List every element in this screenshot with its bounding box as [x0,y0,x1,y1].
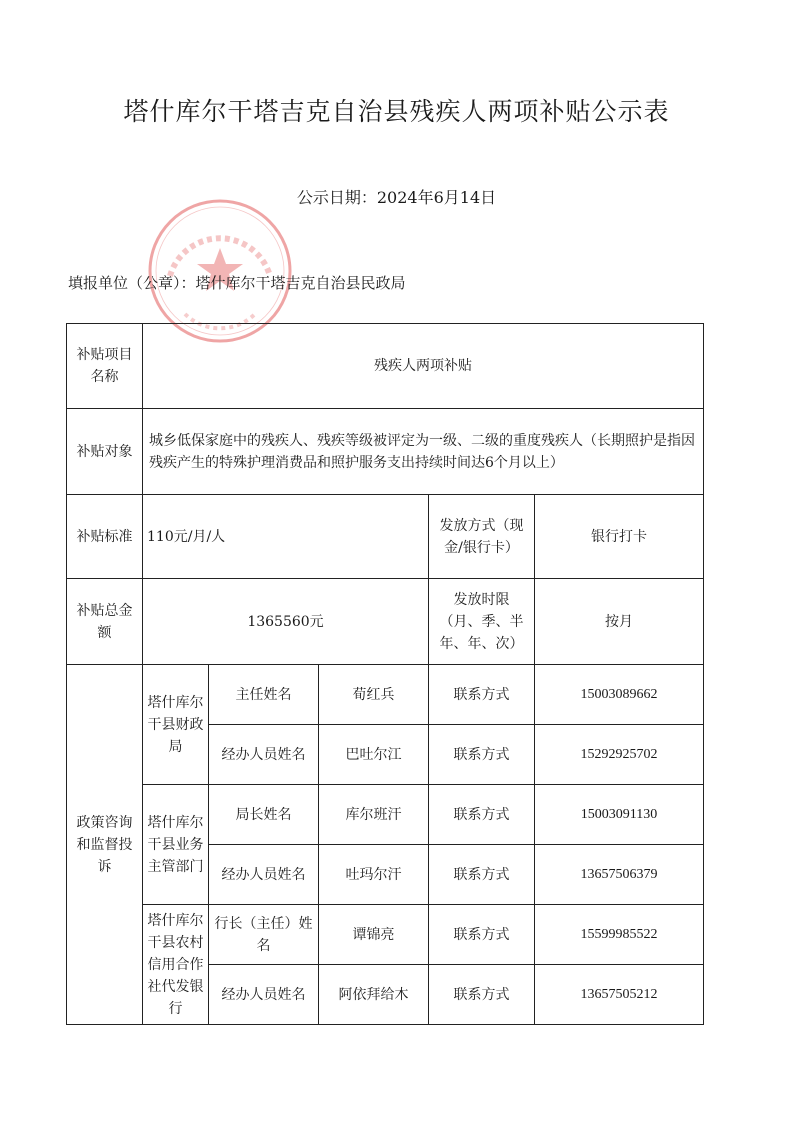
role-cell: 经办人员姓名 [209,725,319,785]
project-name-value: 残疾人两项补贴 [143,324,704,409]
person-name: 吐玛尔汗 [319,845,429,905]
target-label: 补贴对象 [67,409,143,495]
standard-label: 补贴标准 [67,495,143,579]
period-value: 按月 [535,579,704,665]
method-label: 发放方式（现金/银行卡） [429,495,535,579]
role-cell: 局长姓名 [209,785,319,845]
period-label: 发放时限（月、季、半年、年、次） [429,579,535,665]
contact-label: 联系方式 [429,665,535,725]
table-row [67,409,704,495]
project-name-label: 补贴项目名称 [67,324,143,409]
contact-label: 联系方式 [429,965,535,1025]
method-value: 银行打卡 [535,495,704,579]
table-row [67,905,704,965]
person-name: 阿依拜给木 [319,965,429,1025]
phone-number: 13657506379 [535,845,704,905]
table-row [67,665,704,725]
phone-number: 15003089662 [535,665,704,725]
person-name: 巴吐尔江 [319,725,429,785]
table-row [67,324,704,409]
phone-number: 13657505212 [535,965,704,1025]
org-bank: 塔什库尔干县农村信用合作社代发银行 [143,905,209,1025]
target-value: 城乡低保家庭中的残疾人、残疾等级被评定为一级、二级的重度残疾人（长期照护是指因残疾产生的特殊护理消费品和照护服务支出持续时间达6个月以上） [143,409,704,495]
total-value: 1365560元 [143,579,429,665]
role-cell: 主任姓名 [209,665,319,725]
page-title: 塔什库尔干塔吉克自治县残疾人两项补贴公示表 [123,97,670,126]
contact-label: 联系方式 [429,725,535,785]
contact-label: 联系方式 [429,785,535,845]
org-finance-bureau: 塔什库尔干县财政局 [143,665,209,785]
contact-label: 联系方式 [429,845,535,905]
reporting-unit: 填报单位（公章）：塔什库尔干塔吉克自治县民政局 [68,274,406,292]
phone-number: 15292925702 [535,725,704,785]
publication-date: 公示日期：2024年6月14日 [296,188,497,207]
org-department: 塔什库尔干县业务主管部门 [143,785,209,905]
role-cell: 经办人员姓名 [209,965,319,1025]
total-label: 补贴总金额 [67,579,143,665]
subsidy-table [66,323,704,1025]
role-cell: 经办人员姓名 [209,845,319,905]
phone-number: 15003091130 [535,785,704,845]
contact-label: 联系方式 [429,905,535,965]
standard-value: 110元/月/人 [143,495,429,579]
role-cell: 行长（主任）姓名 [209,905,319,965]
table-row [67,579,704,665]
phone-number: 15599985522 [535,905,704,965]
person-name: 谭锦亮 [319,905,429,965]
table-row [67,785,704,845]
person-name: 荀红兵 [319,665,429,725]
person-name: 库尔班汗 [319,785,429,845]
table-row [67,495,704,579]
supervision-label: 政策咨询和监督投诉 [67,665,143,1025]
